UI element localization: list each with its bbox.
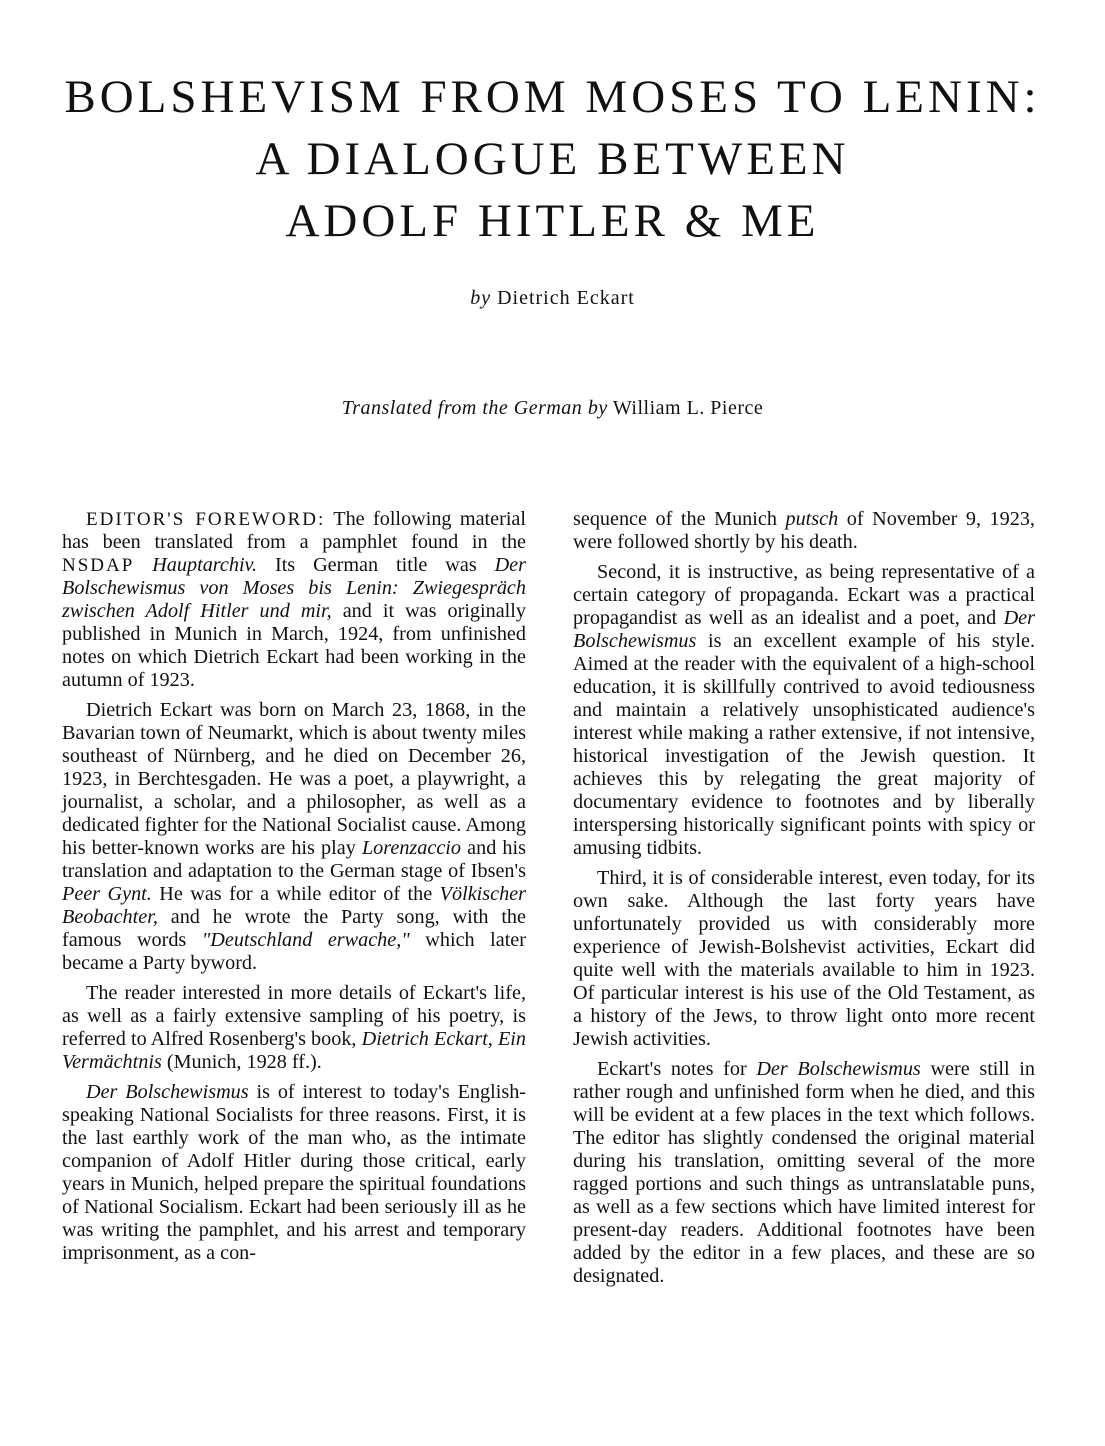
paragraph-text: is an excellent example of his style. Aimed at the reader with the equivalent of a high-school education, it is skillfully contrived to avoid tediousness and maintain a relatively unsophisticated audience's interest while making a rather extensive, if not intensive, historical investigation of the Jewish question. It achieves this by relegating the great majority of documentary evidence to footnotes and by liberally interspersing historically significant points with spicy or amusing tidbits. (573, 630, 1035, 859)
italic-text: Der Bolschewismus (756, 1058, 921, 1080)
italic-text: Der Bolschewismus (573, 607, 1035, 652)
italic-text: "Deutschland erwache," (201, 929, 410, 951)
author-byline (0, 287, 1105, 310)
italic-text: Dietrich Eckart, Ein Vermächtnis (62, 1028, 527, 1073)
italic-text: Hauptarchiv. (152, 554, 258, 576)
foreword-paragraph-1 (62, 508, 526, 692)
paragraph-text: He was for a while editor of the (151, 883, 440, 905)
italic-text: Der Bolschewismus (86, 1081, 249, 1103)
paragraph-text (134, 554, 152, 576)
left-column (62, 508, 526, 1272)
italic-text: Peer Gynt. (62, 883, 152, 905)
paragraph-text: The following material has been translated from a pamphlet found in the (62, 508, 526, 553)
foreword-paragraph-5 (573, 561, 1035, 860)
paragraph-text: Dietrich Eckart was born on March 23, 1868, in the Bavarian town of Neumarkt, which is about twenty miles southeast of Nürnberg, and he died on December 26, 1923, in Berchtesgaden. He was a poet, a playwright, a journalist, a scholar, and a philosopher, as well as a dedicated fighter for the National Socialist cause. Among his better-known works are his play (62, 699, 526, 859)
paragraph-text: and his translation and adaptation to the German stage of Ibsen's (62, 837, 526, 882)
translator-by: by (587, 397, 608, 419)
paragraph-text: Its German title was (257, 554, 495, 576)
paragraph-text: were still in rather rough and unfinished form when he died, and this will be evident at a few places in the text which follows. The editor has slightly condensed the original material during his translation, omitting several of the more ragged portions and such things as untranslatable puns, as well as a few sections which have limited interest for present-day readers. Additional footnotes have been added by the editor in a few places, and these are so designated. (573, 1058, 1036, 1287)
byline-by: by (470, 287, 492, 309)
title-line-2: A DIALOGUE BETWEEN (255, 133, 850, 185)
italic-text: putsch (785, 508, 839, 530)
paragraph-text: of November 9, 1923, were followed shortly by his death. (573, 508, 1035, 553)
paragraph-text: Third, it is of considerable interest, even today, for its own sake. Although the last forty years have unfortunately provided us with considerably more experience of Jewish-Bolshevist activities, Eckart did quite well with the materials available to him in 1923. Of particular interest is his use of the Old Testament, as a history of the Jews, to throw light onto more recent Jewish activities. (573, 867, 1035, 1050)
paragraph-text: Eckart's notes for (597, 1058, 757, 1080)
paragraph-text: sequence of the Munich (573, 508, 786, 530)
italic-text: Völkischer Beobachter, (62, 883, 526, 928)
translator-credit (0, 397, 1105, 420)
foreword-paragraph-6 (573, 867, 1035, 1051)
paragraph-text: The reader interested in more details of Eckart's life, as well as a fairly extensive sampling of his poetry, is referred to Alfred Rosenberg's book, (62, 982, 526, 1050)
nsdap-acronym: NSDAP (62, 555, 135, 576)
right-column (573, 508, 1035, 1295)
foreword-paragraph-4-continued (573, 508, 1035, 554)
foreword-label: EDITOR'S FOREWORD: (86, 509, 326, 530)
title-line-3: ADOLF HITLER & ME (285, 195, 820, 247)
italic-text: Lorenzaccio (361, 837, 461, 859)
paragraph-text: and it was originally published in Munich in March, 1924, from unfinished notes on which Dietrich Eckart had been working in the autumn of 1923. (62, 600, 526, 691)
document-title (0, 66, 1105, 252)
paragraph-text: Second, it is instructive, as being representative of a certain category of propaganda. Eckart was a practical propagandist as well as an idealist and a poet, and (573, 561, 1035, 629)
translated-from-text: Translated from the German (341, 397, 583, 419)
paragraph-text: and he wrote the Party song, with the famous words (62, 906, 526, 951)
paragraph-text: which later became a Party byword. (62, 929, 526, 974)
translator-name: William L. Pierce (612, 397, 764, 419)
foreword-paragraph-7 (573, 1058, 1035, 1288)
foreword-paragraph-4 (62, 1081, 526, 1265)
paragraph-text: is of interest to today's English-speaking National Socialists for three reasons. First, it is the last earthly work of the man who, as the intimate companion of Adolf Hitler during those critical, early years in Munich, helped prepare the spiritual foundations of National Socialism. Eckart had been seriously ill as he was writing the pamphlet, and his arrest and temporary imprisonment, as a con- (62, 1081, 527, 1264)
foreword-paragraph-2 (62, 699, 526, 975)
title-line-1: BOLSHEVISM FROM MOSES TO LENIN: (64, 71, 1041, 123)
paragraph-text: (Munich, 1928 ff.). (161, 1051, 322, 1073)
italic-text: Der Bolschewismus von Moses bis Lenin: Zwiegespräch zwischen Adolf Hitler und mir, (62, 554, 526, 622)
foreword-paragraph-3 (62, 982, 526, 1074)
author-name: Dietrich Eckart (497, 287, 635, 309)
